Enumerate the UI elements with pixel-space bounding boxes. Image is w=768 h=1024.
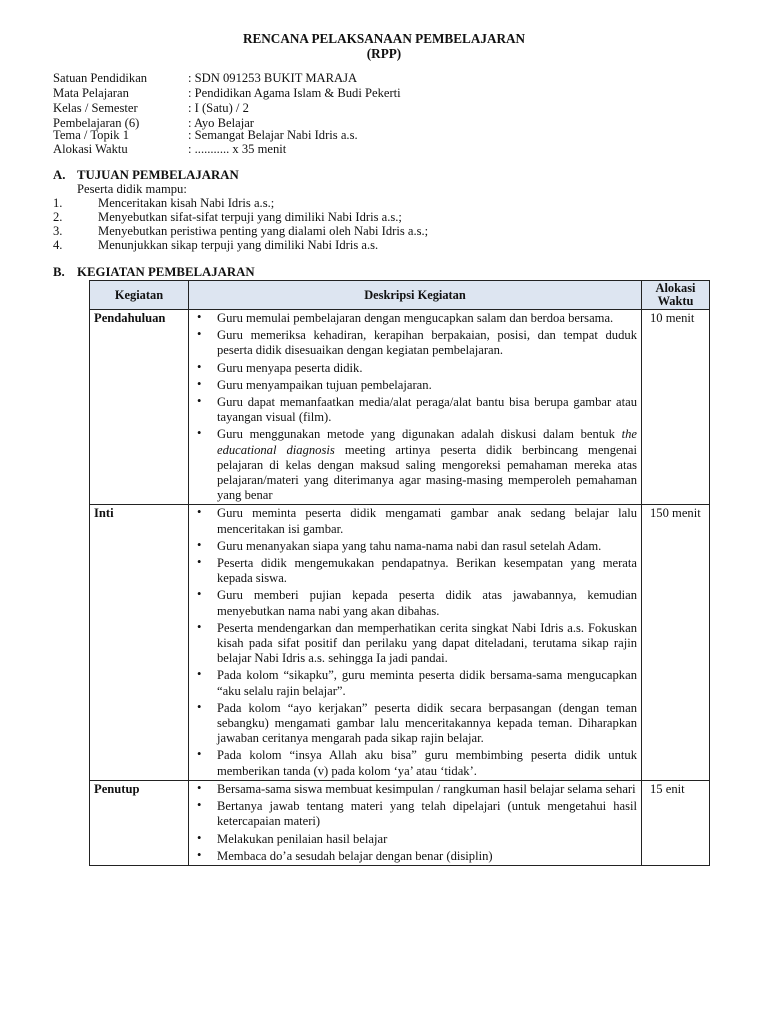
bullet-icon: • (197, 747, 202, 762)
bullet-icon: • (197, 699, 202, 714)
activity-item (189, 538, 641, 555)
phase-cell: Penutup (90, 780, 189, 865)
bullet-icon: • (197, 537, 202, 552)
bullet-icon: • (197, 394, 202, 409)
identity-label: Tema / Topik 1 (53, 128, 130, 142)
activity-text: Guru memeriksa kehadiran, kerapihan berpakaian, posisi, dan tempat duduk peserta didik disesuaikan dengan kegiatan pembelajaran. (217, 328, 637, 358)
identity-label: Satuan Pendidikan (53, 71, 148, 85)
goal-number: 2. (53, 210, 63, 224)
identity-value: : Pendidikan Agama Islam & Budi Pekerti (188, 86, 401, 100)
identity-label: Alokasi Waktu (53, 142, 128, 156)
phase-cell: Pendahuluan (90, 310, 189, 505)
table-row (90, 505, 710, 780)
header-deskripsi: Deskripsi Kegiatan (189, 281, 642, 310)
document-subtitle: (RPP) (366, 46, 402, 61)
activity-text: Peserta mendengarkan dan memperhatikan cerita singkat Nabi Idris a.s. Fokuskan kisah pada sifat positif dan perilaku yang dapat diteladani, terutama sikap rajin belajar Nabi Idris a.s. sehingga Ia jadi pandai. (217, 620, 637, 666)
goal-number: 1. (53, 196, 63, 210)
activity-item (189, 394, 641, 426)
activity-text: Pada kolom “sikapku”, guru meminta peserta didik bersama-sama mengucapkan “aku selalu rajin belajar”. (217, 668, 637, 698)
identity-value: : I (Satu) / 2 (188, 101, 249, 115)
bullet-icon: • (197, 830, 202, 845)
identity-label: Pembelajaran (6) (53, 116, 140, 130)
activity-item (189, 831, 641, 848)
goal-text: Menunjukkan sikap terpuji yang dimiliki Nabi Idris a.s. (98, 238, 379, 252)
identity-value: : Semangat Belajar Nabi Idris a.s. (188, 128, 358, 142)
activity-item (189, 667, 641, 699)
bullet-icon: • (197, 780, 202, 795)
bullet-icon: • (197, 667, 202, 682)
bullet-icon: • (197, 359, 202, 374)
activity-item (189, 700, 641, 748)
bullet-icon: • (197, 847, 202, 862)
activity-text: Bertanya jawab tentang materi yang telah dipelajari (untuk mengetahui hasil ketercapaian materi) (217, 799, 637, 829)
goal-text: Menyebutkan sifat-sifat terpuji yang dimiliki Nabi Idris a.s.; (98, 210, 402, 224)
activity-item (189, 377, 641, 394)
activity-text: Guru dapat memanfaatkan media/alat peraga/alat bantu bisa berupa gambar atau tayangan visual (film). (217, 395, 637, 425)
activity-item (189, 555, 641, 587)
identity-label: Kelas / Semester (53, 101, 138, 115)
identity-value: : ........... x 35 menit (188, 142, 287, 156)
activity-text: Bersama-sama siswa membuat kesimpulan / rangkuman hasil belajar selama sehari (217, 781, 636, 796)
description-cell (189, 780, 642, 865)
section-title: KEGIATAN PEMBELAJARAN (77, 265, 255, 279)
bullet-icon: • (197, 376, 202, 391)
activity-text: Guru memberi pujian kepada peserta didik atas jawabannya, kemudian menyebutkan nama nabi yang akan dibahas. (217, 588, 637, 618)
activity-item (189, 360, 641, 377)
time-cell: 10 menit (642, 310, 710, 505)
activity-text: Guru menanyakan siapa yang tahu nama-nama nabi dan rasul setelah Adam. (217, 538, 602, 553)
bullet-icon: • (197, 619, 202, 634)
goal-number: 4. (53, 238, 63, 252)
section-number: B. (53, 265, 65, 279)
time-cell: 150 menit (642, 505, 710, 780)
bullet-icon: • (197, 798, 202, 813)
identity-value: : Ayo Belajar (188, 116, 254, 130)
activity-item (189, 327, 641, 359)
goal-number: 3. (53, 224, 63, 238)
activity-text: Pada kolom “ayo kerjakan” peserta didik secara berpasangan (dengan teman sebangku) mengamati gambar lalu menceritakannya kepada teman. Diharapkan jawaban ceritanya mengarah pada sikap rajin belajar. (217, 700, 637, 746)
identity-value: : SDN 091253 BUKIT MARAJA (188, 71, 358, 85)
activity-text: Guru menggunakan metode yang digunakan adalah diskusi dalam bentuk the educational diagnosis meeting artinya peserta didik berbincang mengenai pelajaran di kelas dengan maksud saling mengoreksi pemahaman mereka atas pelajaran/materi yang diterimanya agar masing-masing memperoleh pemahaman yang benar (217, 427, 637, 503)
description-cell (189, 310, 642, 505)
phase-cell: Inti (90, 505, 189, 780)
section-title: TUJUAN PEMBELAJARAN (77, 168, 239, 182)
activity-text: Guru memulai pembelajaran dengan mengucapkan salam dan berdoa bersama. (217, 311, 614, 325)
goals-intro: Peserta didik mampu: (77, 182, 187, 196)
activity-item (189, 747, 641, 779)
activity-item (189, 426, 641, 504)
activity-text: Melakukan penilaian hasil belajar (217, 831, 388, 846)
activity-text: Guru menyampaikan tujuan pembelajaran. (217, 377, 432, 392)
description-cell (189, 505, 642, 780)
activity-table (89, 280, 710, 866)
bullet-icon: • (197, 505, 202, 520)
activity-item (189, 505, 641, 537)
activity-text: Peserta didik mengemukakan pendapatnya. Berikan kesempatan yang merata kepada siswa. (217, 556, 637, 586)
bullet-icon: • (197, 555, 202, 570)
table-row (90, 780, 710, 865)
bullet-icon: • (197, 327, 202, 342)
section-number: A. (53, 168, 66, 182)
activity-item (189, 798, 641, 830)
bullet-icon: • (197, 310, 202, 324)
activity-text: Pada kolom “insya Allah aku bisa” guru membimbing peserta didik untuk memberikan tanda (v) pada kolom ‘ya’ atau ‘tidak’. (217, 748, 637, 778)
table-row (90, 310, 710, 505)
italic-phrase: the educational diagnosis (217, 427, 637, 457)
goal-text: Menceritakan kisah Nabi Idris a.s.; (98, 196, 275, 210)
activity-text: Membaca do’a sesudah belajar dengan benar (disiplin) (217, 848, 493, 863)
table-header-row (90, 281, 710, 310)
activity-item (189, 848, 641, 865)
activity-text: Guru menyapa peserta didik. (217, 360, 363, 375)
activity-text: Guru meminta peserta didik mengamati gambar anak sedang belajar lalu menceritakan isi gambar. (217, 506, 637, 536)
goal-text: Menyebutkan peristiwa penting yang dialami oleh Nabi Idris a.s.; (98, 224, 429, 238)
bullet-icon: • (197, 587, 202, 602)
document-title: RENCANA PELAKSANAAN PEMBELAJARAN (242, 31, 526, 46)
activity-item (189, 587, 641, 619)
identity-label: Mata Pelajaran (53, 86, 129, 100)
header-alokasi: Alokasi Waktu (642, 281, 710, 310)
bullet-icon: • (197, 426, 202, 441)
header-kegiatan: Kegiatan (90, 281, 189, 310)
activity-item (189, 310, 641, 327)
activity-item (189, 781, 641, 798)
activity-item (189, 620, 641, 668)
time-cell: 15 enit (642, 780, 710, 865)
